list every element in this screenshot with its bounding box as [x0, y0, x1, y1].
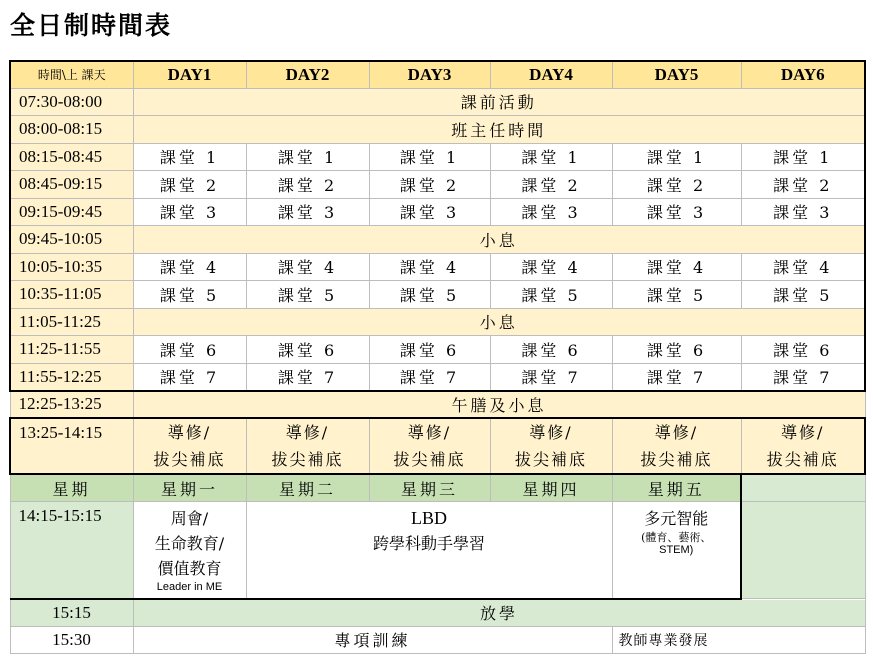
period-cell: 課堂 4: [741, 253, 865, 281]
period-cell: 課堂 3: [133, 198, 246, 226]
assembly-line1: 周會/: [170, 509, 209, 528]
header-day1: DAY1: [133, 61, 246, 88]
tutorial-line1: 導修/: [781, 423, 825, 442]
period-cell: 課堂 1: [133, 143, 246, 171]
weekday-mon: 星期一: [133, 474, 246, 502]
period-cell: 課堂 4: [490, 253, 612, 281]
period-cell: 課堂 1: [369, 143, 490, 171]
mi-line2: (體育、藝術、: [641, 531, 712, 544]
assembly-line4: Leader in ME: [156, 581, 223, 593]
tutorial-line1: 導修/: [285, 423, 330, 442]
assembly-line3: 價值教育: [157, 559, 222, 578]
header-day6: DAY6: [741, 61, 865, 88]
tutorial-line2: 拔尖補底: [514, 450, 587, 469]
period-cell: 課堂 7: [490, 363, 612, 391]
tutorial-cell: [133, 418, 246, 474]
row-0945: [10, 226, 865, 254]
time-cell: 09:45-10:05: [10, 226, 133, 254]
period-cell: 課堂 4: [133, 253, 246, 281]
span-cell: 班主任時間: [133, 116, 865, 144]
span-cell: 小息: [133, 308, 865, 336]
page-title: 全日制時間表: [10, 11, 173, 40]
period-cell: 課堂 7: [741, 363, 865, 391]
tutorial-line2: 拔尖補底: [766, 450, 839, 469]
tutorial-cell: [369, 418, 490, 474]
row-1005: [10, 253, 865, 281]
weekday-label: 星期: [10, 474, 133, 502]
period-cell: 課堂 7: [133, 363, 246, 391]
row-1515: [10, 599, 865, 627]
period-cell: 課堂 1: [490, 143, 612, 171]
time-cell: 15:15: [10, 599, 133, 627]
period-cell: 課堂 7: [246, 363, 369, 391]
row-1225: [10, 391, 865, 419]
mi-line3: STEM): [659, 544, 694, 556]
row-1530: [10, 626, 865, 654]
teacher-dev-cell: 教師專業發展: [612, 626, 865, 654]
tutorial-line1: 導修/: [529, 423, 573, 442]
time-cell: 08:45-09:15: [10, 171, 133, 199]
period-cell: 課堂 6: [490, 336, 612, 364]
period-cell: 課堂 2: [246, 171, 369, 199]
training-cell: 專項訓練: [133, 626, 612, 654]
period-cell: 課堂 6: [612, 336, 741, 364]
tutorial-cell: [490, 418, 612, 474]
time-cell: 10:35-11:05: [10, 281, 133, 309]
period-cell: 課堂 5: [246, 281, 369, 309]
time-cell: 08:00-08:15: [10, 116, 133, 144]
period-cell: 課堂 5: [612, 281, 741, 309]
period-cell: 課堂 2: [133, 171, 246, 199]
time-cell: 13:25-14:15: [10, 418, 133, 474]
lbd-cell: [246, 502, 612, 599]
row-0800: [10, 116, 865, 144]
row-1125: [10, 336, 865, 364]
mi-cell: [612, 502, 741, 599]
tutorial-line2: 拔尖補底: [393, 450, 466, 469]
header-day4: DAY4: [490, 61, 612, 88]
period-cell: 課堂 3: [369, 198, 490, 226]
period-cell: 課堂 5: [490, 281, 612, 309]
timetable: [9, 60, 866, 654]
row-1325: [10, 418, 865, 474]
period-cell: 課堂 3: [490, 198, 612, 226]
time-cell: 11:25-11:55: [10, 336, 133, 364]
assembly-cell: [133, 502, 246, 599]
dismissal-cell: 放學: [133, 599, 865, 627]
period-cell: 課堂 7: [612, 363, 741, 391]
period-cell: 課堂 6: [741, 336, 865, 364]
assembly-line2: 生命教育/: [154, 534, 225, 553]
weekday-fri: 星期五: [612, 474, 741, 502]
period-cell: 課堂 4: [246, 253, 369, 281]
header-day5: DAY5: [612, 61, 741, 88]
period-cell: 課堂 3: [741, 198, 865, 226]
period-cell: 課堂 1: [741, 143, 865, 171]
tutorial-cell: [741, 418, 865, 474]
time-cell: 09:15-09:45: [10, 198, 133, 226]
afterschool-row: [10, 502, 865, 599]
time-cell: 07:30-08:00: [10, 88, 133, 116]
time-cell: 15:30: [10, 626, 133, 654]
weekday-thu: 星期四: [490, 474, 612, 502]
tutorial-line2: 拔尖補底: [271, 450, 344, 469]
row-1155: [10, 363, 865, 391]
row-0845: [10, 171, 865, 199]
period-cell: 課堂 5: [741, 281, 865, 309]
period-cell: 課堂 2: [369, 171, 490, 199]
span-cell: 午膳及小息: [133, 391, 865, 419]
period-cell: 課堂 3: [246, 198, 369, 226]
time-cell: 11:05-11:25: [10, 308, 133, 336]
period-cell: 課堂 2: [741, 171, 865, 199]
lbd-line1: LBD: [411, 508, 447, 528]
row-0815: [10, 143, 865, 171]
tutorial-cell: [246, 418, 369, 474]
period-cell: 課堂 7: [369, 363, 490, 391]
tutorial-line1: 導修/: [407, 423, 452, 442]
period-cell: 課堂 2: [612, 171, 741, 199]
period-cell: 課堂 4: [369, 253, 490, 281]
tutorial-line2: 拔尖補底: [153, 450, 226, 469]
span-cell: 課前活動: [133, 88, 865, 116]
row-1105: [10, 308, 865, 336]
time-cell: 08:15-08:45: [10, 143, 133, 171]
row-0915: [10, 198, 865, 226]
weekday-wed: 星期三: [369, 474, 490, 502]
span-cell: 小息: [133, 226, 865, 254]
period-cell: 課堂 1: [246, 143, 369, 171]
header-day2: DAY2: [246, 61, 369, 88]
mi-line1: 多元智能: [644, 509, 709, 528]
period-cell: 課堂 6: [369, 336, 490, 364]
header-corner: 時間\上 課天: [10, 61, 133, 88]
lbd-line2: 跨學科動手學習: [372, 534, 485, 553]
period-cell: 課堂 6: [133, 336, 246, 364]
row-1035: [10, 281, 865, 309]
period-cell: 課堂 3: [612, 198, 741, 226]
time-cell: 10:05-10:35: [10, 253, 133, 281]
period-cell: 課堂 6: [246, 336, 369, 364]
period-cell: 課堂 2: [490, 171, 612, 199]
period-cell: 課堂 1: [612, 143, 741, 171]
tutorial-line2: 拔尖補底: [640, 450, 713, 469]
weekday-empty: [741, 474, 865, 502]
period-cell: 課堂 5: [133, 281, 246, 309]
time-cell: 12:25-13:25: [10, 391, 133, 419]
tutorial-line1: 導修/: [654, 423, 699, 442]
header-row: [10, 61, 865, 88]
weekday-tue: 星期二: [246, 474, 369, 502]
row-0730: [10, 88, 865, 116]
header-day3: DAY3: [369, 61, 490, 88]
weekday-row: [10, 474, 865, 502]
period-cell: 課堂 5: [369, 281, 490, 309]
afterschool-empty: [741, 502, 865, 599]
tutorial-line1: 導修/: [167, 423, 212, 442]
time-cell: 14:15-15:15: [10, 502, 133, 599]
tutorial-cell: [612, 418, 741, 474]
time-cell: 11:55-12:25: [10, 363, 133, 391]
period-cell: 課堂 4: [612, 253, 741, 281]
